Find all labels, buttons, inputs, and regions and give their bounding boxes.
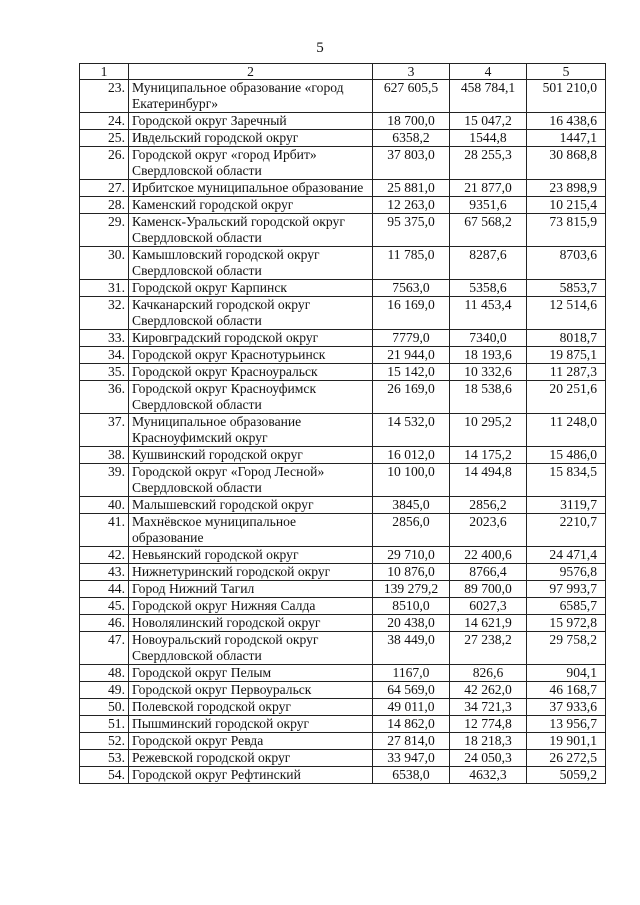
table-row (80, 130, 606, 147)
table-row (80, 733, 606, 750)
row-number: 34. (80, 347, 129, 364)
row-number: 41. (80, 514, 129, 547)
municipality-name: Городской округ Рефтинский (129, 767, 373, 784)
header-col-1: 1 (80, 64, 129, 80)
value-col-4: 6027,3 (450, 598, 527, 615)
value-col-4: 21 877,0 (450, 180, 527, 197)
value-col-4: 14 621,9 (450, 615, 527, 632)
table-row (80, 414, 606, 447)
value-col-5: 46 168,7 (527, 682, 606, 699)
value-col-5: 8018,7 (527, 330, 606, 347)
row-number: 31. (80, 280, 129, 297)
value-col-4: 2856,2 (450, 497, 527, 514)
municipality-name: Городской округ Пелым (129, 665, 373, 682)
municipality-name: Махнёвское муниципальное образование (129, 514, 373, 547)
value-col-4: 22 400,6 (450, 547, 527, 564)
value-col-4: 7340,0 (450, 330, 527, 347)
municipality-name: Муниципальное образование «город Екатеринбург» (129, 80, 373, 113)
municipality-name: Кировградский городской округ (129, 330, 373, 347)
value-col-5: 16 438,6 (527, 113, 606, 130)
value-col-4: 9351,6 (450, 197, 527, 214)
value-col-5: 15 834,5 (527, 464, 606, 497)
table-row (80, 347, 606, 364)
table-row (80, 581, 606, 598)
row-number: 49. (80, 682, 129, 699)
value-col-5: 73 815,9 (527, 214, 606, 247)
row-number: 32. (80, 297, 129, 330)
row-number: 28. (80, 197, 129, 214)
municipality-name: Городской округ Заречный (129, 113, 373, 130)
table-row (80, 247, 606, 280)
value-col-4: 18 193,6 (450, 347, 527, 364)
value-col-3: 18 700,0 (373, 113, 450, 130)
municipality-name: Пышминский городской округ (129, 716, 373, 733)
value-col-4: 27 238,2 (450, 632, 527, 665)
value-col-5: 2210,7 (527, 514, 606, 547)
value-col-5: 26 272,5 (527, 750, 606, 767)
value-col-3: 27 814,0 (373, 733, 450, 750)
table-row (80, 564, 606, 581)
table-row (80, 330, 606, 347)
row-number: 38. (80, 447, 129, 464)
value-col-4: 826,6 (450, 665, 527, 682)
table-row (80, 514, 606, 547)
value-col-3: 16 012,0 (373, 447, 450, 464)
municipality-name: Нижнетуринский городской округ (129, 564, 373, 581)
municipality-name: Режевской городской округ (129, 750, 373, 767)
table-row (80, 364, 606, 381)
value-col-5: 19 875,1 (527, 347, 606, 364)
budget-table (79, 63, 606, 784)
value-col-5: 97 993,7 (527, 581, 606, 598)
value-col-3: 26 169,0 (373, 381, 450, 414)
value-col-5: 24 471,4 (527, 547, 606, 564)
municipality-name: Ивдельский городской округ (129, 130, 373, 147)
value-col-5: 30 868,8 (527, 147, 606, 180)
row-number: 51. (80, 716, 129, 733)
table-row (80, 214, 606, 247)
table-row (80, 547, 606, 564)
value-col-4: 14 175,2 (450, 447, 527, 464)
value-col-4: 5358,6 (450, 280, 527, 297)
row-number: 47. (80, 632, 129, 665)
value-col-4: 458 784,1 (450, 80, 527, 113)
row-number: 24. (80, 113, 129, 130)
value-col-3: 33 947,0 (373, 750, 450, 767)
municipality-name: Городской округ «город Ирбит» Свердловской области (129, 147, 373, 180)
table-header-row (80, 64, 606, 80)
value-col-3: 38 449,0 (373, 632, 450, 665)
municipality-name: Городской округ Нижняя Салда (129, 598, 373, 615)
row-number: 43. (80, 564, 129, 581)
municipality-name: Городской округ Красноуфимск Свердловской области (129, 381, 373, 414)
row-number: 36. (80, 381, 129, 414)
municipality-name: Город Нижний Тагил (129, 581, 373, 598)
table-body (80, 80, 606, 784)
value-col-5: 29 758,2 (527, 632, 606, 665)
row-number: 23. (80, 80, 129, 113)
municipality-name: Городской округ Красноуральск (129, 364, 373, 381)
table-row (80, 699, 606, 716)
value-col-3: 3845,0 (373, 497, 450, 514)
table-row (80, 297, 606, 330)
municipality-name: Камышловский городской округ Свердловской области (129, 247, 373, 280)
value-col-3: 6538,0 (373, 767, 450, 784)
row-number: 50. (80, 699, 129, 716)
header-col-3: 3 (373, 64, 450, 80)
table-row (80, 665, 606, 682)
value-col-5: 8703,6 (527, 247, 606, 280)
municipality-name: Новолялинский городской округ (129, 615, 373, 632)
table-row (80, 615, 606, 632)
value-col-3: 627 605,5 (373, 80, 450, 113)
value-col-4: 34 721,3 (450, 699, 527, 716)
value-col-3: 16 169,0 (373, 297, 450, 330)
table-row (80, 113, 606, 130)
value-col-3: 20 438,0 (373, 615, 450, 632)
value-col-3: 95 375,0 (373, 214, 450, 247)
value-col-5: 11 248,0 (527, 414, 606, 447)
table-row (80, 598, 606, 615)
municipality-name: Городской округ Краснотурьинск (129, 347, 373, 364)
row-number: 44. (80, 581, 129, 598)
value-col-5: 11 287,3 (527, 364, 606, 381)
value-col-3: 10 876,0 (373, 564, 450, 581)
municipality-name: Муниципальное образование Красноуфимский округ (129, 414, 373, 447)
municipality-name: Ирбитское муниципальное образование (129, 180, 373, 197)
value-col-3: 2856,0 (373, 514, 450, 547)
value-col-3: 25 881,0 (373, 180, 450, 197)
row-number: 53. (80, 750, 129, 767)
municipality-name: Каменск-Уральский городской округ Свердловской области (129, 214, 373, 247)
value-col-5: 1447,1 (527, 130, 606, 147)
row-number: 52. (80, 733, 129, 750)
value-col-3: 14 532,0 (373, 414, 450, 447)
table-row (80, 632, 606, 665)
municipality-name: Невьянский городской округ (129, 547, 373, 564)
value-col-4: 8766,4 (450, 564, 527, 581)
value-col-3: 15 142,0 (373, 364, 450, 381)
row-number: 30. (80, 247, 129, 280)
row-number: 42. (80, 547, 129, 564)
value-col-4: 1544,8 (450, 130, 527, 147)
value-col-3: 29 710,0 (373, 547, 450, 564)
value-col-5: 5853,7 (527, 280, 606, 297)
row-number: 37. (80, 414, 129, 447)
table-row (80, 447, 606, 464)
table-row (80, 497, 606, 514)
value-col-5: 15 972,8 (527, 615, 606, 632)
value-col-3: 37 803,0 (373, 147, 450, 180)
value-col-5: 23 898,9 (527, 180, 606, 197)
value-col-5: 13 956,7 (527, 716, 606, 733)
row-number: 46. (80, 615, 129, 632)
value-col-3: 139 279,2 (373, 581, 450, 598)
municipality-name: Кушвинский городской округ (129, 447, 373, 464)
table-row (80, 464, 606, 497)
municipality-name: Городской округ Карпинск (129, 280, 373, 297)
row-number: 33. (80, 330, 129, 347)
municipality-name: Городской округ Ревда (129, 733, 373, 750)
row-number: 39. (80, 464, 129, 497)
value-col-4: 28 255,3 (450, 147, 527, 180)
value-col-3: 10 100,0 (373, 464, 450, 497)
value-col-4: 67 568,2 (450, 214, 527, 247)
table-row (80, 767, 606, 784)
table-row (80, 180, 606, 197)
value-col-5: 904,1 (527, 665, 606, 682)
municipality-name: Качканарский городской округ Свердловской области (129, 297, 373, 330)
value-col-5: 12 514,6 (527, 297, 606, 330)
value-col-5: 19 901,1 (527, 733, 606, 750)
value-col-4: 2023,6 (450, 514, 527, 547)
value-col-4: 15 047,2 (450, 113, 527, 130)
municipality-name: Полевской городской округ (129, 699, 373, 716)
value-col-5: 20 251,6 (527, 381, 606, 414)
municipality-name: Новоуральский городской округ Свердловской области (129, 632, 373, 665)
value-col-5: 10 215,4 (527, 197, 606, 214)
table-row (80, 750, 606, 767)
header-col-5: 5 (527, 64, 606, 80)
value-col-3: 11 785,0 (373, 247, 450, 280)
value-col-4: 11 453,4 (450, 297, 527, 330)
value-col-3: 64 569,0 (373, 682, 450, 699)
value-col-4: 10 332,6 (450, 364, 527, 381)
municipality-name: Городской округ Первоуральск (129, 682, 373, 699)
value-col-4: 4632,3 (450, 767, 527, 784)
value-col-4: 89 700,0 (450, 581, 527, 598)
row-number: 29. (80, 214, 129, 247)
value-col-4: 18 538,6 (450, 381, 527, 414)
value-col-5: 501 210,0 (527, 80, 606, 113)
value-col-5: 9576,8 (527, 564, 606, 581)
row-number: 48. (80, 665, 129, 682)
table-row (80, 280, 606, 297)
row-number: 40. (80, 497, 129, 514)
value-col-3: 1167,0 (373, 665, 450, 682)
value-col-4: 8287,6 (450, 247, 527, 280)
table-row (80, 147, 606, 180)
value-col-5: 6585,7 (527, 598, 606, 615)
row-number: 27. (80, 180, 129, 197)
value-col-3: 7779,0 (373, 330, 450, 347)
table-row (80, 80, 606, 113)
value-col-5: 15 486,0 (527, 447, 606, 464)
row-number: 45. (80, 598, 129, 615)
value-col-4: 42 262,0 (450, 682, 527, 699)
municipality-name: Малышевский городской округ (129, 497, 373, 514)
value-col-3: 12 263,0 (373, 197, 450, 214)
table-row (80, 682, 606, 699)
value-col-4: 10 295,2 (450, 414, 527, 447)
header-col-2: 2 (129, 64, 373, 80)
value-col-3: 8510,0 (373, 598, 450, 615)
row-number: 26. (80, 147, 129, 180)
value-col-3: 14 862,0 (373, 716, 450, 733)
row-number: 35. (80, 364, 129, 381)
value-col-3: 6358,2 (373, 130, 450, 147)
value-col-3: 49 011,0 (373, 699, 450, 716)
value-col-4: 18 218,3 (450, 733, 527, 750)
municipality-name: Городской округ «Город Лесной» Свердловской области (129, 464, 373, 497)
value-col-3: 7563,0 (373, 280, 450, 297)
value-col-5: 5059,2 (527, 767, 606, 784)
value-col-4: 14 494,8 (450, 464, 527, 497)
value-col-4: 24 050,3 (450, 750, 527, 767)
row-number: 25. (80, 130, 129, 147)
header-col-4: 4 (450, 64, 527, 80)
table-row (80, 381, 606, 414)
row-number: 54. (80, 767, 129, 784)
value-col-4: 12 774,8 (450, 716, 527, 733)
table-row (80, 716, 606, 733)
value-col-5: 3119,7 (527, 497, 606, 514)
table-row (80, 197, 606, 214)
value-col-5: 37 933,6 (527, 699, 606, 716)
municipality-name: Каменский городской округ (129, 197, 373, 214)
page-number: 5 (316, 40, 324, 56)
value-col-3: 21 944,0 (373, 347, 450, 364)
